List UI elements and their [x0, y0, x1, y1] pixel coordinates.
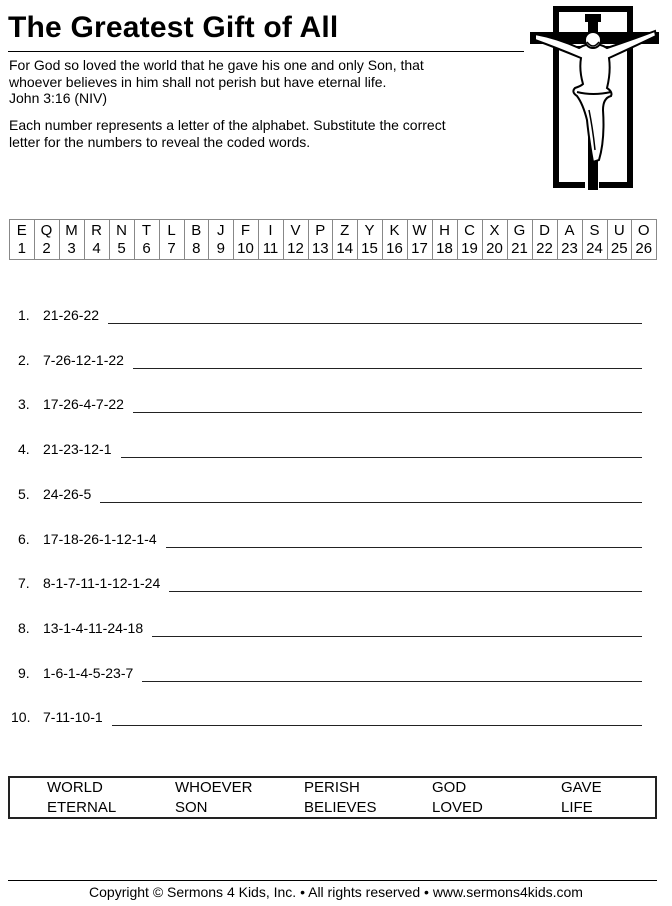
coded-word: 24-26-5: [43, 485, 92, 502]
cipher-number: 16: [386, 240, 403, 257]
word-bank-word: WHOEVER: [175, 779, 253, 796]
cipher-letter: U: [613, 222, 625, 239]
cipher-number: 7: [167, 240, 176, 257]
cipher-letter: R: [91, 222, 102, 239]
cipher-cell-content: [583, 222, 607, 258]
verse-line-2: whoever believes in him shall not perish but have eternal life.: [9, 73, 387, 90]
word-bank-word: LOVED: [432, 799, 483, 816]
question-row: [0, 620, 672, 640]
crucifix-icon: [527, 0, 667, 196]
cipher-number: 3: [67, 240, 76, 257]
cipher-cell: [233, 220, 258, 260]
cipher-number: 26: [635, 240, 653, 257]
question-row: [0, 352, 672, 372]
cipher-cell: [507, 220, 532, 260]
coded-word: 7-11-10-1: [43, 709, 103, 726]
cipher-cell-content: [10, 222, 34, 258]
coded-word: 17-26-4-7-22: [43, 396, 124, 413]
cipher-letter: E: [16, 222, 27, 239]
cipher-letter: W: [412, 222, 427, 239]
cipher-cell: [582, 220, 607, 260]
answer-line[interactable]: [108, 323, 642, 324]
question-row: [0, 665, 672, 685]
answer-line[interactable]: [121, 457, 643, 458]
cipher-cell: [184, 220, 209, 260]
question-row: [0, 531, 672, 551]
answer-line[interactable]: [142, 681, 642, 682]
coded-word: 13-1-4-11-24-18: [43, 619, 144, 636]
cipher-number: 1: [17, 240, 26, 257]
cipher-letter: V: [290, 222, 301, 239]
cipher-cell: [59, 220, 84, 260]
cipher-cell-content: [35, 222, 59, 258]
cipher-letter: K: [389, 222, 400, 239]
cipher-cell: [432, 220, 457, 260]
title-divider: [8, 51, 524, 52]
cipher-number: 2: [42, 240, 51, 257]
coded-word: 7-26-12-1-22: [43, 351, 124, 368]
bible-verse: [9, 57, 519, 107]
cipher-letter: O: [637, 222, 650, 239]
cipher-letter: N: [116, 222, 127, 239]
cipher-cell: [134, 220, 159, 260]
cipher-key-table: [9, 219, 657, 260]
cipher-cell: [34, 220, 59, 260]
cipher-cell: [209, 220, 234, 260]
question-number: 4.: [18, 441, 30, 458]
cipher-number: 20: [486, 240, 503, 257]
cipher-cell-content: [185, 222, 209, 258]
instructions: [9, 117, 519, 150]
question-row: [0, 396, 672, 416]
cipher-letter: G: [513, 222, 526, 239]
cipher-cell-content: [160, 222, 184, 258]
cipher-cell: [382, 220, 407, 260]
cipher-cell: [557, 220, 582, 260]
coded-word: 8-1-7-11-1-12-1-24: [43, 575, 161, 592]
answer-line[interactable]: [152, 636, 642, 637]
cipher-cell-content: [234, 222, 258, 258]
cipher-key-row: [10, 220, 657, 260]
cipher-letter: I: [268, 222, 273, 239]
cipher-cell-content: [135, 222, 159, 258]
cipher-cell: [109, 220, 134, 260]
word-bank-word: SON: [175, 799, 208, 816]
cipher-letter: M: [65, 222, 78, 239]
cipher-letter: C: [464, 222, 475, 239]
copyright-footer: Copyright © Sermons 4 Kids, Inc. • All rights reserved • www.sermons4kids.com: [89, 884, 583, 900]
answer-line[interactable]: [112, 725, 642, 726]
cipher-number: 9: [216, 240, 225, 257]
instructions-line-1: Each number represents a letter of the alphabet. Substitute the correct: [9, 117, 446, 133]
cipher-letter: Z: [340, 222, 350, 239]
coded-word: 21-23-12-1: [43, 441, 112, 458]
cipher-cell-content: [85, 222, 109, 258]
cipher-cell: [333, 220, 358, 260]
answer-line[interactable]: [166, 547, 642, 548]
footer-divider: [8, 880, 657, 881]
question-row: [0, 709, 672, 729]
cipher-letter: T: [141, 222, 152, 239]
cipher-cell: [84, 220, 109, 260]
question-number: 6.: [18, 530, 30, 547]
cipher-cell: [10, 220, 35, 260]
cipher-cell-content: [110, 222, 134, 258]
cipher-number: 21: [511, 240, 528, 257]
cipher-cell: [258, 220, 283, 260]
cipher-number: 25: [610, 240, 628, 257]
cipher-cell-content: [558, 222, 582, 258]
question-row: [0, 441, 672, 461]
cipher-cell-content: [608, 222, 632, 258]
question-row: [0, 486, 672, 506]
cipher-letter: D: [539, 222, 550, 239]
cipher-cell-content: [533, 222, 557, 258]
cipher-number: 17: [411, 240, 428, 257]
word-bank-word: GAVE: [561, 779, 602, 796]
cipher-cell-content: [632, 222, 656, 258]
question-row: [0, 575, 672, 595]
coded-word: 21-26-22: [43, 307, 100, 323]
cipher-cell-content: [259, 222, 283, 258]
question-number: 10.: [11, 709, 31, 726]
cipher-number: 8: [192, 240, 201, 257]
question-number: 9.: [18, 664, 30, 681]
cipher-number: 22: [536, 240, 553, 257]
word-bank: [8, 776, 657, 819]
cipher-number: 24: [586, 240, 603, 257]
question-number: 5.: [18, 485, 30, 502]
cipher-cell-content: [333, 222, 357, 258]
cipher-letter: S: [589, 222, 600, 239]
cipher-number: 15: [361, 240, 378, 257]
word-bank-word: LIFE: [561, 799, 593, 816]
cipher-number: 23: [561, 240, 578, 257]
answer-line[interactable]: [133, 368, 642, 369]
cipher-cell: [457, 220, 482, 260]
cipher-cell-content: [508, 222, 532, 258]
word-bank-word: PERISH: [304, 779, 360, 796]
cipher-number: 19: [461, 240, 478, 257]
cipher-cell-content: [458, 222, 482, 258]
verse-reference: John 3:16 (NIV): [9, 90, 108, 106]
cipher-cell: [607, 220, 632, 260]
cipher-number: 18: [436, 240, 453, 257]
answer-line[interactable]: [100, 502, 642, 503]
cipher-cell-content: [309, 222, 333, 258]
cipher-letter: H: [439, 222, 450, 239]
cipher-number: 4: [92, 240, 101, 257]
cipher-number: 12: [287, 240, 304, 257]
answer-line[interactable]: [169, 591, 642, 592]
cipher-letter: Q: [40, 222, 53, 239]
cipher-cell: [308, 220, 333, 260]
cipher-letter: J: [217, 222, 225, 239]
word-bank-word: WORLD: [47, 779, 103, 796]
question-number: 8.: [18, 619, 30, 636]
cipher-cell-content: [383, 222, 407, 258]
cipher-cell: [482, 220, 507, 260]
cipher-cell: [283, 220, 308, 260]
cipher-letter: P: [315, 222, 326, 239]
cipher-cell: [407, 220, 432, 260]
cipher-cell-content: [209, 222, 233, 258]
cipher-cell: [357, 220, 382, 260]
cipher-letter: Y: [364, 222, 375, 239]
answer-line[interactable]: [133, 412, 642, 413]
cipher-letter: L: [167, 222, 176, 239]
cipher-letter: A: [564, 222, 575, 239]
cipher-letter: X: [489, 222, 500, 239]
question-row: [0, 307, 672, 327]
cipher-number: 11: [262, 240, 279, 257]
word-bank-word: BELIEVES: [304, 799, 377, 816]
verse-line-1: For God so loved the world that he gave his one and only Son, that: [9, 57, 424, 73]
question-number: 3.: [18, 396, 30, 413]
cipher-cell: [532, 220, 557, 260]
cipher-number: 10: [237, 240, 254, 257]
instructions-line-2: letter for the numbers to reveal the coded words.: [9, 133, 311, 150]
cipher-cell-content: [60, 222, 84, 258]
cipher-cell-content: [483, 222, 507, 258]
cipher-number: 14: [336, 240, 354, 257]
word-bank-word: GOD: [432, 779, 467, 796]
cipher-number: 6: [142, 240, 151, 257]
question-number: 1.: [18, 307, 30, 323]
word-bank-word: ETERNAL: [47, 799, 117, 816]
cipher-cell: [159, 220, 184, 260]
question-number: 7.: [18, 575, 30, 592]
cipher-letter: F: [240, 222, 251, 239]
page-title: The Greatest Gift of All: [8, 11, 339, 44]
coded-word: 17-18-26-1-12-1-4: [43, 530, 157, 547]
cipher-cell-content: [358, 222, 382, 258]
cipher-number: 13: [311, 240, 329, 257]
cipher-cell-content: [408, 222, 432, 258]
cipher-cell-content: [284, 222, 308, 258]
cipher-cell: [632, 220, 657, 260]
cipher-cell-content: [433, 222, 457, 258]
question-number: 2.: [18, 351, 30, 368]
coded-word: 1-6-1-4-5-23-7: [43, 664, 134, 681]
cipher-number: 5: [117, 240, 126, 257]
cipher-letter: B: [191, 222, 202, 239]
